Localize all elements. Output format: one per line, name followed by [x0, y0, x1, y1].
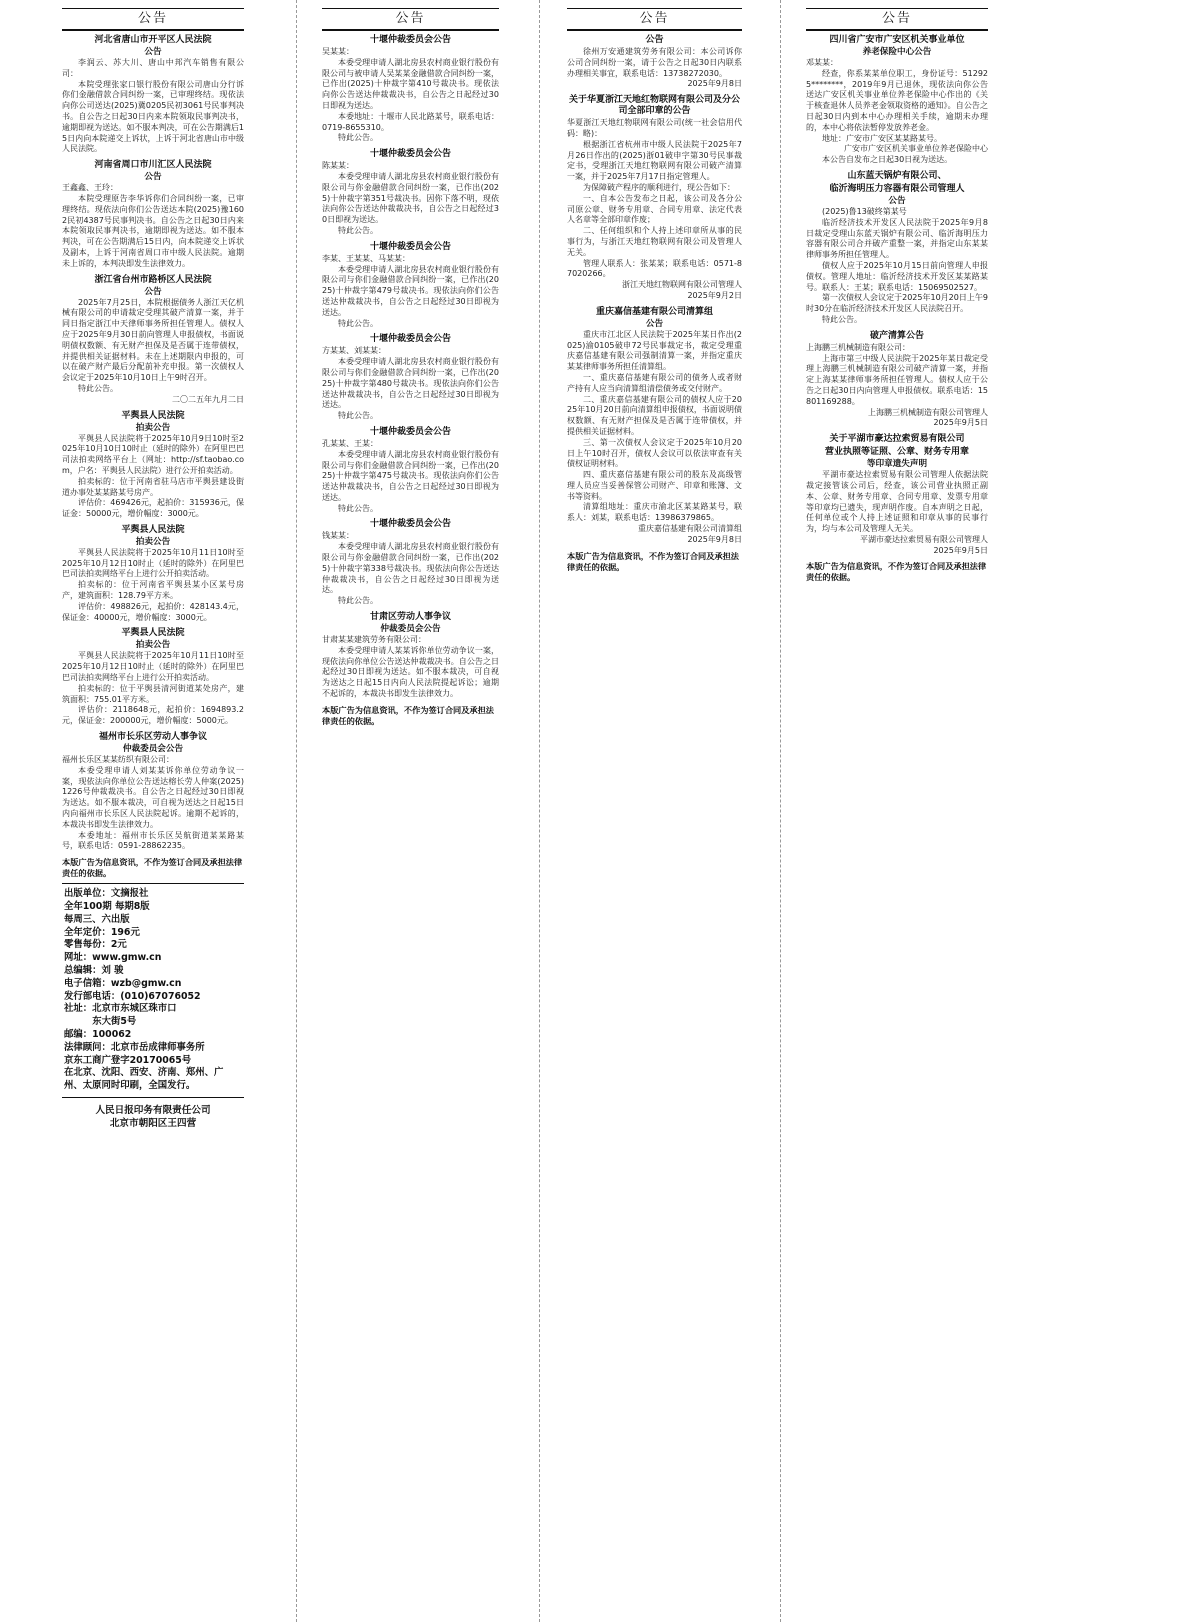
notice-paragraph: 重庆市江北区人民法院于2025年某日作出(2025)渝0105破申72号民事裁定书，裁定受理重庆嘉信基建有限公司强制清算一案，并指定重庆某某律师事务所担任清算组。 [567, 329, 742, 372]
notice [322, 427, 499, 515]
notice-title-line2: 临沂海明压力容器有限公司管理人 [829, 183, 965, 194]
notice-paragraph: 本院受理原告李华诉你们合同纠纷一案，已审理终结。现依法向你们公告送达本院(2025)豫1602民初4387号民事判决书。自公告之日起30日内来本院领取民事判决书，逾期即视为送达。如不服本判决，可在公告期满后15日内，向本院递交上诉状及副本，上诉于河南省周口市中级人民法院。逾期未上诉的，本判决即发生法律效力。 [62, 193, 244, 268]
notice-sign: 特此公告。 [78, 383, 118, 393]
notice-paragraph: 第一次债权人会议定于2025年10月20日上午9时30分在临沂经济技术开发区人民法院召开。 [806, 293, 988, 314]
colophon-line: 社址：北京市东城区珠市口 [64, 1003, 177, 1015]
column-3 [567, 8, 742, 1614]
notice-paragraph: 平湖市豪达拉索贸易有限公司管理人依据法院裁定接管该公司后，经查，该公司营业执照正副本、公章、财务专用章、合同专用章、发票专用章等印章均已遗失，现声明作废。自本声明之日起，任何单位或个人持上述证照和印章从事的民事行为，均与本公司及管理人无关。 [806, 470, 988, 534]
notice-paragraph: 本委受理申请人湖北房县农村商业银行股份有限公司与被申请人吴某某金融借款合同纠纷一案，已作出(2025)十仲裁字第410号裁决书。现依法向你公告送达仲裁裁决书，自公告之日起经过30日即视为送达。 [322, 57, 499, 110]
disclaimer: 本版广告为信息资讯，不作为签订合同及承担法律责任的依据。 [567, 550, 739, 572]
notice-paragraph: 为保障破产程序的顺利进行，现公告如下： [583, 182, 735, 192]
colophon [62, 883, 244, 1098]
notice-subtitle: 公告 [888, 195, 906, 206]
notice-subtitle: 拍卖公告 [135, 422, 171, 433]
notice-org: 广安市广安区机关事业单位养老保险中心 [844, 144, 988, 154]
notice-title: 平舆县人民法院 [121, 524, 185, 535]
notice-paragraph: 本委受理申请人湖北房县农村商业银行股份有限公司与你们金融借款合同纠纷一案，已作出(2025)十仲裁字第480号裁决书。现依法向你们公告送达仲裁裁决书，自公告之日起经过30日即视为送达。 [322, 357, 499, 410]
notice [62, 35, 244, 155]
notice-paragraph: 甘肃某某建筑劳务有限公司： [322, 635, 426, 645]
notice-title: 福州市长乐区劳动人事争议 [98, 732, 207, 743]
notice-title: 十堰仲裁委员会公告 [369, 241, 451, 252]
notice-paragraph: 本委受理申请人某某诉你单位劳动争议一案，现依法向你单位公告送达仲裁裁决书。自公告之日起经过30日即视为送达。如不服本裁决，可自视为送达之日起15日内向人民法院提起诉讼；逾期不起诉的，本裁决书即发生法律效力。 [322, 645, 499, 699]
notice-paragraph: 福州长乐区某某纺织有限公司： [62, 755, 174, 765]
notice-paragraph: 债权人应于2025年10月15日前向管理人申报债权。管理人地址：临沂经济技术开发区某某路某号。联系人：王某；联系电话：15069502527。 [806, 260, 988, 292]
notice-paragraph: 二、重庆嘉信基建有限公司的债权人应于2025年10月20日前向清算组申报债权，书面说明债权数额、有无财产担保及是否属于连带债权，并提供相关证据材料。 [567, 394, 742, 436]
notice-org: 上海鹏三机械制造有限公司管理人 [868, 407, 988, 417]
notice-paragraph: 本委受理申请人湖北房县农村商业银行股份有限公司与你们金融借款合同纠纷一案，已作出(2025)十仲裁字第475号裁决书。现依法向你们公告送达仲裁裁决书，自公告之日起经过30日即视为送达。 [322, 449, 499, 502]
notice [62, 732, 244, 852]
column-2 [322, 8, 499, 1614]
notice-paragraph: 上海市第三中级人民法院于2025年某日裁定受理上海鹏三机械制造有限公司破产清算一案，并指定上海某某律师事务所担任管理人。债权人应于公告之日起30日内向管理人申报债权。联系电话：15801169288。 [806, 353, 988, 406]
notice-title: 公告 [645, 35, 664, 45]
notice-paragraph: 临沂经济技术开发区人民法院于2025年9月8日裁定受理山东蓝天锅炉有限公司、临沂海明压力容器有限公司合并破产重整一案，并指定山东某某律师事务所担任管理人。 [806, 217, 988, 260]
notice-paragraph: 吴某某： [322, 47, 354, 56]
notice-paragraph: 2025年7月25日，本院根据债务人浙江天亿机械有限公司的申请裁定受理其破产清算一案，并于同日指定浙江中天律师事务所担任管理人。债权人应于2025年9月30日前向管理人申报债权，书面说明债权数额、有无财产担保及是否属于连带债权，并提供相关证据材料。未在上述期限内申报的，可以在破产财产最后分配前补充申报。第一次债权人会议定于2025年10月10日上午9时召开。 [62, 297, 244, 383]
notice-date: 2025年9月5日 [933, 418, 988, 428]
notice-title: 破产清算公告 [869, 330, 924, 341]
notice-title-line2: 营业执照等证照、公章、财务专用章 [824, 447, 969, 458]
notice-paragraph: 拍卖标的：位于平舆县清河街道某处房产，建筑面积：755.01平方米。 [62, 683, 244, 704]
notice-sign: 特此公告。 [338, 133, 378, 143]
notice-sign: 本公告自发布之日起30日视为送达。 [822, 155, 953, 165]
notice [567, 307, 742, 546]
notice-subtitle: 公告 [144, 47, 162, 57]
notice-sign: 特此公告。 [338, 503, 378, 513]
notice-title: 关于华夏浙江天地红物联网有限公司及分公司全部印章的公告 [568, 95, 740, 117]
notice-paragraph: 根据浙江省杭州市中级人民法院于2025年7月26日作出的(2025)浙01破申字第30号民事裁定书，受理浙江天地红物联网有限公司破产清算一案，并于2025年7月17日指定管理人。 [567, 139, 742, 182]
colophon-line: 东大街5号 [92, 1016, 137, 1028]
notice-paragraph: 评估价：2118648元，起拍价：1694893.2元，保证金：200000元，增价幅度：5000元。 [62, 705, 244, 726]
notice [806, 331, 988, 429]
notice-paragraph: 平舆县人民法院将于2025年10月11日10时至2025年10月12日10时止（延时的除外）在阿里巴巴司法拍卖网络平台上进行公开拍卖活动。 [62, 547, 244, 579]
notice-paragraph: 评估价：498826元，起拍价：428143.4元，保证金：40000元，增价幅度：3000元。 [62, 601, 244, 622]
notice-paragraph: 四、重庆嘉信基建有限公司的股东及高级管理人员应当妥善保管公司财产、印章和账簿、文书等资料。 [567, 470, 742, 501]
notice [322, 149, 499, 237]
notice-title: 河南省周口市川汇区人民法院 [94, 160, 212, 171]
notice-paragraph: 本委受理申请人湖北房县农村商业银行股份有限公司与你金融借款合同纠纷一案，已作出(2025)十仲裁字第351号裁决书。因你下落不明，现依法向你公告送达仲裁裁决书，自公告之日起经过30日即视为送达。 [322, 171, 499, 225]
notice-org: 浙江天地红物联网有限公司管理人 [622, 280, 742, 290]
notice-subtitle: 拍卖公告 [135, 536, 171, 547]
disclaimer: 本版广告为信息资讯，不作为签订合同及承担法律责任的依据。 [62, 857, 243, 879]
notice-title: 重庆嘉信基建有限公司清算组 [595, 306, 713, 317]
notice-paragraph: 华夏浙江天地红物联网有限公司(统一社会信用代码：略)： [567, 118, 742, 138]
notice-title: 十堰仲裁委员会公告 [369, 426, 451, 437]
column-separator [296, 0, 297, 1622]
notice-paragraph: 李某、王某某、马某某： [322, 253, 410, 263]
notice-paragraph: 徐州万安通建筑劳务有限公司：本公司诉你公司合同纠纷一案，请于公告之日起30日内联系办理相关事宜，联系电话：13738272030。 [567, 47, 742, 78]
colophon-line: 出版单位：文摘报社 [64, 888, 149, 900]
column-header: 公告 [322, 8, 499, 31]
notice-paragraph: 本委受理申请人湖北房县农村商业银行股份有限公司与你们金融借款合同纠纷一案，已作出(2025)十仲裁字第479号裁决书。现依法向你们公告送达仲裁裁决书，自公告之日起经过30日即视为送达。 [322, 264, 499, 317]
notice-title: 浙江省台州市路桥区人民法院 [94, 274, 212, 285]
notice-title: 十堰仲裁委员会公告 [369, 334, 451, 345]
notice-paragraph: 本委受理申请人刘某某诉你单位劳动争议一案，现依法向你单位公告送达榕长劳人仲案(2025)1226号仲裁裁决书。自公告之日起经过30日即视为送达。如不服本裁决，可自视为送达之日起15日内向福州市长乐区人民法院起诉。逾期不起诉的，本裁决书即发生法律效力。 [62, 765, 244, 829]
notice [806, 35, 988, 166]
notice-paragraph: 地址：广安市广安区某某路某号。 [822, 133, 942, 143]
notice-paragraph: 本委地址：福州市长乐区吴航街道某某路某号，联系电话：0591-28862235。 [62, 830, 244, 851]
notice [322, 242, 499, 330]
notice-paragraph: 三、第一次债权人会议定于2025年10月20日上午10时召开，债权人会议可以依法审查有关债权证明材料。 [567, 437, 742, 469]
colophon-line: 邮编：100062 [64, 1028, 132, 1040]
notice-paragraph: 本院受理张家口银行股份有限公司唐山分行诉你们金融借款合同纠纷一案，已审理终结。现依法向你公司送达(2025)冀0205民初3061号民事判决书。自公告之日起30日内来本院领取民事判决书，逾期即视为送达。如不服本判决，可在公告期满后15日内向本院递交上诉状，上诉于河北省唐山市中级人民法院。 [62, 79, 244, 154]
notice-paragraph: 评估价：469426元，起拍价：315936元，保证金：50000元，增价幅度：3000元。 [62, 498, 244, 519]
colophon-line: 每周三、六出版 [64, 913, 130, 925]
notice-paragraph: 拍卖标的：位于河南省驻马店市平舆县建设街道办事处某某路某号房产。 [62, 476, 244, 497]
notice-subtitle: 公告 [144, 286, 162, 297]
notice-subtitle: 仲裁委员会公告 [122, 744, 184, 755]
notice-title: 四川省广安市广安区机关事业单位 [829, 35, 965, 45]
disclaimer: 本版广告为信息资讯，不作为签订合同及承担法律责任的依据。 [322, 704, 494, 726]
colophon-line: 网址：www.gmw.cn [64, 952, 162, 964]
printer-info [62, 1104, 244, 1130]
printer-line: 人民日报印务有限责任公司 [95, 1104, 211, 1116]
notice [322, 519, 499, 607]
colophon-line: 发行部电话：(010)67076052 [64, 990, 201, 1002]
notice-sign: 特此公告。 [338, 596, 378, 606]
notice [62, 275, 244, 406]
colophon-line: 全年100期 每期8版 [64, 901, 150, 913]
notice-paragraph: 陈某某： [322, 161, 354, 171]
notice [322, 612, 499, 700]
column-1 [62, 8, 244, 1614]
colophon-line: 在北京、沈阳、西安、济南、郑州、广州、太原同时印刷，全国发行。 [64, 1067, 224, 1092]
notice-paragraph: 钱某某： [322, 531, 354, 541]
notice-date: 2025年9月8日 [687, 79, 742, 89]
notice-paragraph: 平舆县人民法院将于2025年10月11日10时至2025年10月12日10时止（延时的除外）在阿里巴巴司法拍卖网络平台上进行公开拍卖活动。 [62, 651, 244, 683]
notice-paragraph: 平舆县人民法院将于2025年10月9日10时至2025年10月10日10时止（延时的除外）在阿里巴巴司法拍卖网络平台上（网址：http://sf.taobao.com，户名：平舆县人民法院）进行公开拍卖活动。 [62, 433, 244, 475]
notice-title: 甘肃区劳动人事争议 [369, 612, 451, 623]
notice-org: 重庆嘉信基建有限公司清算组 [638, 524, 742, 534]
colophon-line: 全年定价：196元 [64, 926, 140, 938]
notice [62, 411, 244, 520]
notice-title: 十堰仲裁委员会公告 [369, 35, 451, 45]
notice [322, 35, 499, 144]
notice [62, 525, 244, 624]
notice-date: 2025年9月5日 [933, 545, 988, 555]
notice-paragraph: 方某某、刘某某： [322, 346, 386, 356]
notice-paragraph: 拍卖标的：位于河南省平舆县某小区某号房产，建筑面积：128.79平方米。 [62, 580, 244, 601]
printer-line: 北京市朝阳区王四营 [109, 1117, 197, 1129]
notice-paragraph: 李润云、苏大川、唐山中邦汽车销售有限公司： [62, 58, 244, 78]
column-header: 公告 [567, 8, 742, 31]
notice [62, 160, 244, 269]
notice-sign: 特此公告。 [822, 314, 862, 324]
notice-paragraph: 二、任何组织和个人持上述印章所从事的民事行为，与浙江天地红物联网有限公司及管理人无关。 [567, 226, 742, 257]
notice-date: 二〇二五年九月二日 [172, 394, 244, 404]
colophon-line: 零售每份：2元 [64, 939, 127, 951]
notice [806, 171, 988, 326]
notice-paragraph: 上海鹏三机械制造有限公司： [806, 342, 910, 352]
notice-paragraph: 本委地址：十堰市人民北路某号，联系电话：0719-8655310。 [322, 111, 499, 132]
notice-subtitle: 养老保险中心公告 [862, 47, 932, 57]
notice [567, 95, 742, 302]
notice-sign: 特此公告。 [338, 225, 378, 235]
notice-subtitle: 仲裁委员会公告 [380, 624, 441, 635]
notice-subtitle: 拍卖公告 [135, 640, 171, 651]
notice-paragraph: 邓某某： [806, 58, 838, 67]
notice-org: 平湖市豪达拉索贸易有限公司管理人 [860, 534, 988, 544]
disclaimer: 本版广告为信息资讯，不作为签订合同及承担法律责任的依据。 [806, 561, 987, 583]
notice-paragraph: (2025)鲁13破终第某号 [822, 206, 907, 216]
column-header: 公告 [806, 8, 988, 31]
notice-paragraph: 孔某某、王某： [322, 438, 378, 448]
colophon-line: 法律顾问：北京市岳成律师事务所 [64, 1041, 205, 1053]
notice-paragraph: 经查，你系某某单位职工，身份证号：512925********，2019年9月已退休，现依法向你公告送达广安区机关事业单位养老保险中心作出的《关于核查退休人员养老金领取资格的通知》。自公告之日起30日内到本中心办理相关手续，逾期未办理的，本中心将依法暂停发放养老金。 [806, 68, 988, 132]
notice-paragraph: 一、重庆嘉信基建有限公司的债务人或者财产持有人应当向清算组清偿债务或交付财产。 [567, 372, 742, 393]
notice-paragraph: 管理人联系人：张某某；联系电话：0571-87020266。 [567, 258, 742, 279]
column-header: 公告 [62, 8, 244, 31]
notice-paragraph: 一、自本公告发布之日起，该公司及各分公司原公章、财务专用章、合同专用章、法定代表人名章等全部印章作废； [567, 193, 742, 225]
notice-title: 十堰仲裁委员会公告 [369, 149, 451, 160]
colophon-line: 电子信箱：wzb@gmw.cn [64, 977, 182, 989]
notice-subtitle: 等印章遗失声明 [866, 459, 928, 470]
notice-title: 山东蓝天锅炉有限公司、 [847, 170, 947, 181]
notice-title: 平舆县人民法院 [121, 410, 185, 421]
notice [567, 35, 742, 90]
notice-subtitle: 公告 [144, 172, 162, 183]
notice [322, 334, 499, 422]
column-4 [806, 8, 988, 1614]
notice-paragraph: 本委受理申请人湖北房县农村商业银行股份有限公司与你金融借款合同纠纷一案，已作出(2025)十仲裁字第338号裁决书。现依法向你公告送达仲裁裁决书，自公告之日起经过30日即视为送达。 [322, 542, 499, 595]
notice-title: 河北省唐山市开平区人民法院 [94, 35, 212, 45]
notice-sign: 特此公告。 [338, 411, 378, 421]
column-separator [539, 0, 540, 1622]
notice-title: 关于平湖市豪达拉索贸易有限公司 [829, 434, 965, 445]
notice-paragraph: 清算组地址：重庆市渝北区某某路某号，联系人：刘某，联系电话：13986379865。 [567, 502, 742, 523]
colophon-line: 京东工商广登字20170065号 [64, 1054, 192, 1066]
notice [62, 628, 244, 727]
notice-subtitle: 公告 [645, 318, 664, 329]
notice-paragraph: 王鑫鑫、王玲： [62, 183, 118, 193]
notice-date: 2025年9月8日 [687, 534, 742, 544]
notice-title: 十堰仲裁委员会公告 [369, 519, 451, 530]
notice [806, 434, 988, 556]
notice-sign: 特此公告。 [338, 318, 378, 328]
notice-date: 2025年9月2日 [687, 290, 742, 300]
colophon-line: 总编辑：刘 骏 [64, 965, 124, 976]
column-separator [780, 0, 781, 1622]
notice-title: 平舆县人民法院 [121, 628, 185, 639]
